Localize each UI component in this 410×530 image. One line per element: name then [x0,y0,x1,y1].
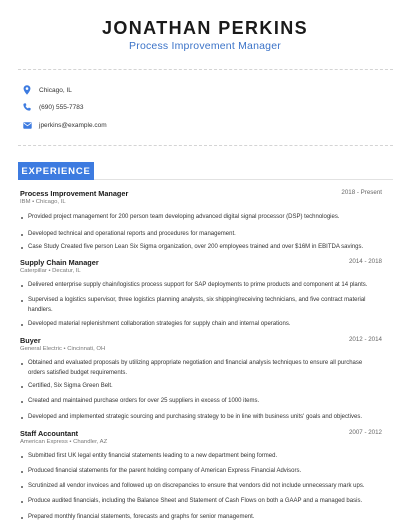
job-bullet: Developed and implemented strategic sourcing and purchasing strategy to be in line with business units' goals and objectives. [20,413,380,423]
contact-location [22,84,72,96]
job-company: American Express • Chandler, AZ [20,439,108,445]
job-bullet: Produced financial statements for the parent holding company of American Express Financial Advisors. [20,467,380,477]
job-bullet: Case Study Created five person Lean Six Sigma organization, over 200 employees trained and over $16M in EBITDA savings. [20,243,380,253]
job-bullet: Developed technical and operational reports and procedures for management. [20,230,380,240]
job-dates: 2018 - Present [341,189,382,196]
email-icon [22,119,32,131]
job-bullet: Developed material replenishment collaboration strategies for supply chain and internal operations. [20,320,380,330]
job-bullet: Produce audited financials, including the Balance Sheet and Statement of Cash Flows on both a GAAP and a managed basis. [20,497,380,507]
job-company: IBM • Chicago, IL [20,199,66,205]
job-title: Process Improvement Manager [20,189,129,198]
job-dates: 2012 - 2014 [348,336,382,343]
job-title: Buyer [20,336,41,345]
email-text: jperkins@example.com [39,121,107,129]
job-company: General Electric • Cincinnati, OH [20,346,106,352]
job-bullet: Delivered enterprise supply chain/logistics process support for SAP deployments to prime products and component at 14 plants. [20,281,380,291]
contact-phone [22,101,83,113]
location-pin-icon [22,84,32,96]
job-dates: 2007 - 2012 [348,429,382,436]
location-text: Chicago, IL [39,86,72,94]
job-bullet: Certified, Six Sigma Green Belt. [20,382,380,392]
contact-email [22,119,107,131]
job-company: Caterpillar • Decatur, IL [20,268,81,274]
phone-text: (690) 555-7783 [39,103,84,111]
candidate-name: JONATHAN PERKINS [101,18,309,38]
job-bullet: Scrutinized all vendor invoices and followed up on discrepancies to ensure that vendors did not include unnecessary mark ups. [20,482,380,492]
job-bullet: Prepared monthly financial statements, forecasts and graphs for senior management. [20,513,380,523]
job-title: Staff Accountant [20,429,79,438]
job-bullet: Obtained and evaluated proposals by utilizing appropriate negotiation and financial analysis techniques to ensure all purchase orders satisfied budget requirements. [20,359,380,378]
job-bullet: Submitted first UK legal entity financial statements leading to a new department being formed. [20,452,380,462]
candidate-title: Process Improvement Manager [129,40,281,52]
job-dates: 2014 - 2018 [348,258,382,265]
job-bullet: Created and maintained purchase orders for over 25 suppliers in excess of 1000 items. [20,397,380,407]
experience-rule [94,179,393,180]
header-divider [18,69,393,70]
phone-icon [22,101,32,113]
job-bullet: Provided project management for 200 person team developing advanced digital signal processor (DSP) technologies. [20,213,380,223]
contact-divider [18,145,393,146]
job-title: Supply Chain Manager [20,258,99,267]
experience-heading: EXPERIENCE [18,162,94,180]
job-bullet: Supervised a logistics supervisor, three logistics planning analysts, six shipping/receiving technicians, and five contract material handlers. [20,296,380,315]
